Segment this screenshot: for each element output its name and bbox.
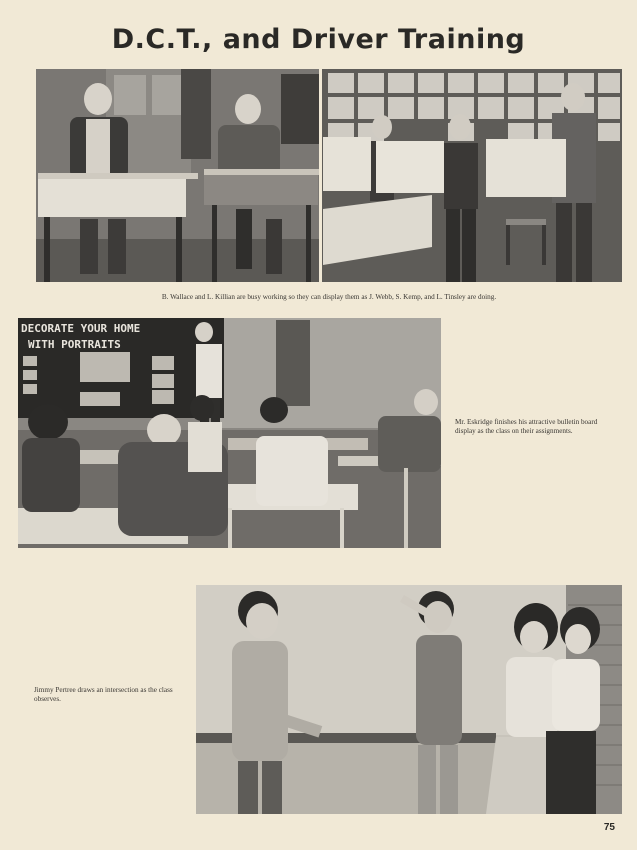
bulletin-board-line1: DECORATE YOUR HOME	[21, 322, 141, 335]
page-title: D.C.T., and Driver Training	[111, 24, 526, 55]
page-number: 75	[603, 822, 615, 833]
photo1-caption: B. Wallace and L. Killian are busy working so they can display them as J. Webb, S. Kemp, and L. Tinsley are doing.	[161, 293, 497, 301]
photo-intersection-drawing	[196, 585, 622, 814]
photo2-caption: Mr. Eskridge finishes his attractive bulletin board display as the class on their assignments.	[455, 418, 598, 435]
bulletin-board-line2: WITH PORTRAITS	[28, 338, 121, 351]
photo-bulletin-board-class	[18, 318, 441, 548]
photo3-caption: Jimmy Pertree draws an intersection as the class observes.	[34, 686, 173, 703]
photo-drafting-students	[36, 69, 622, 282]
